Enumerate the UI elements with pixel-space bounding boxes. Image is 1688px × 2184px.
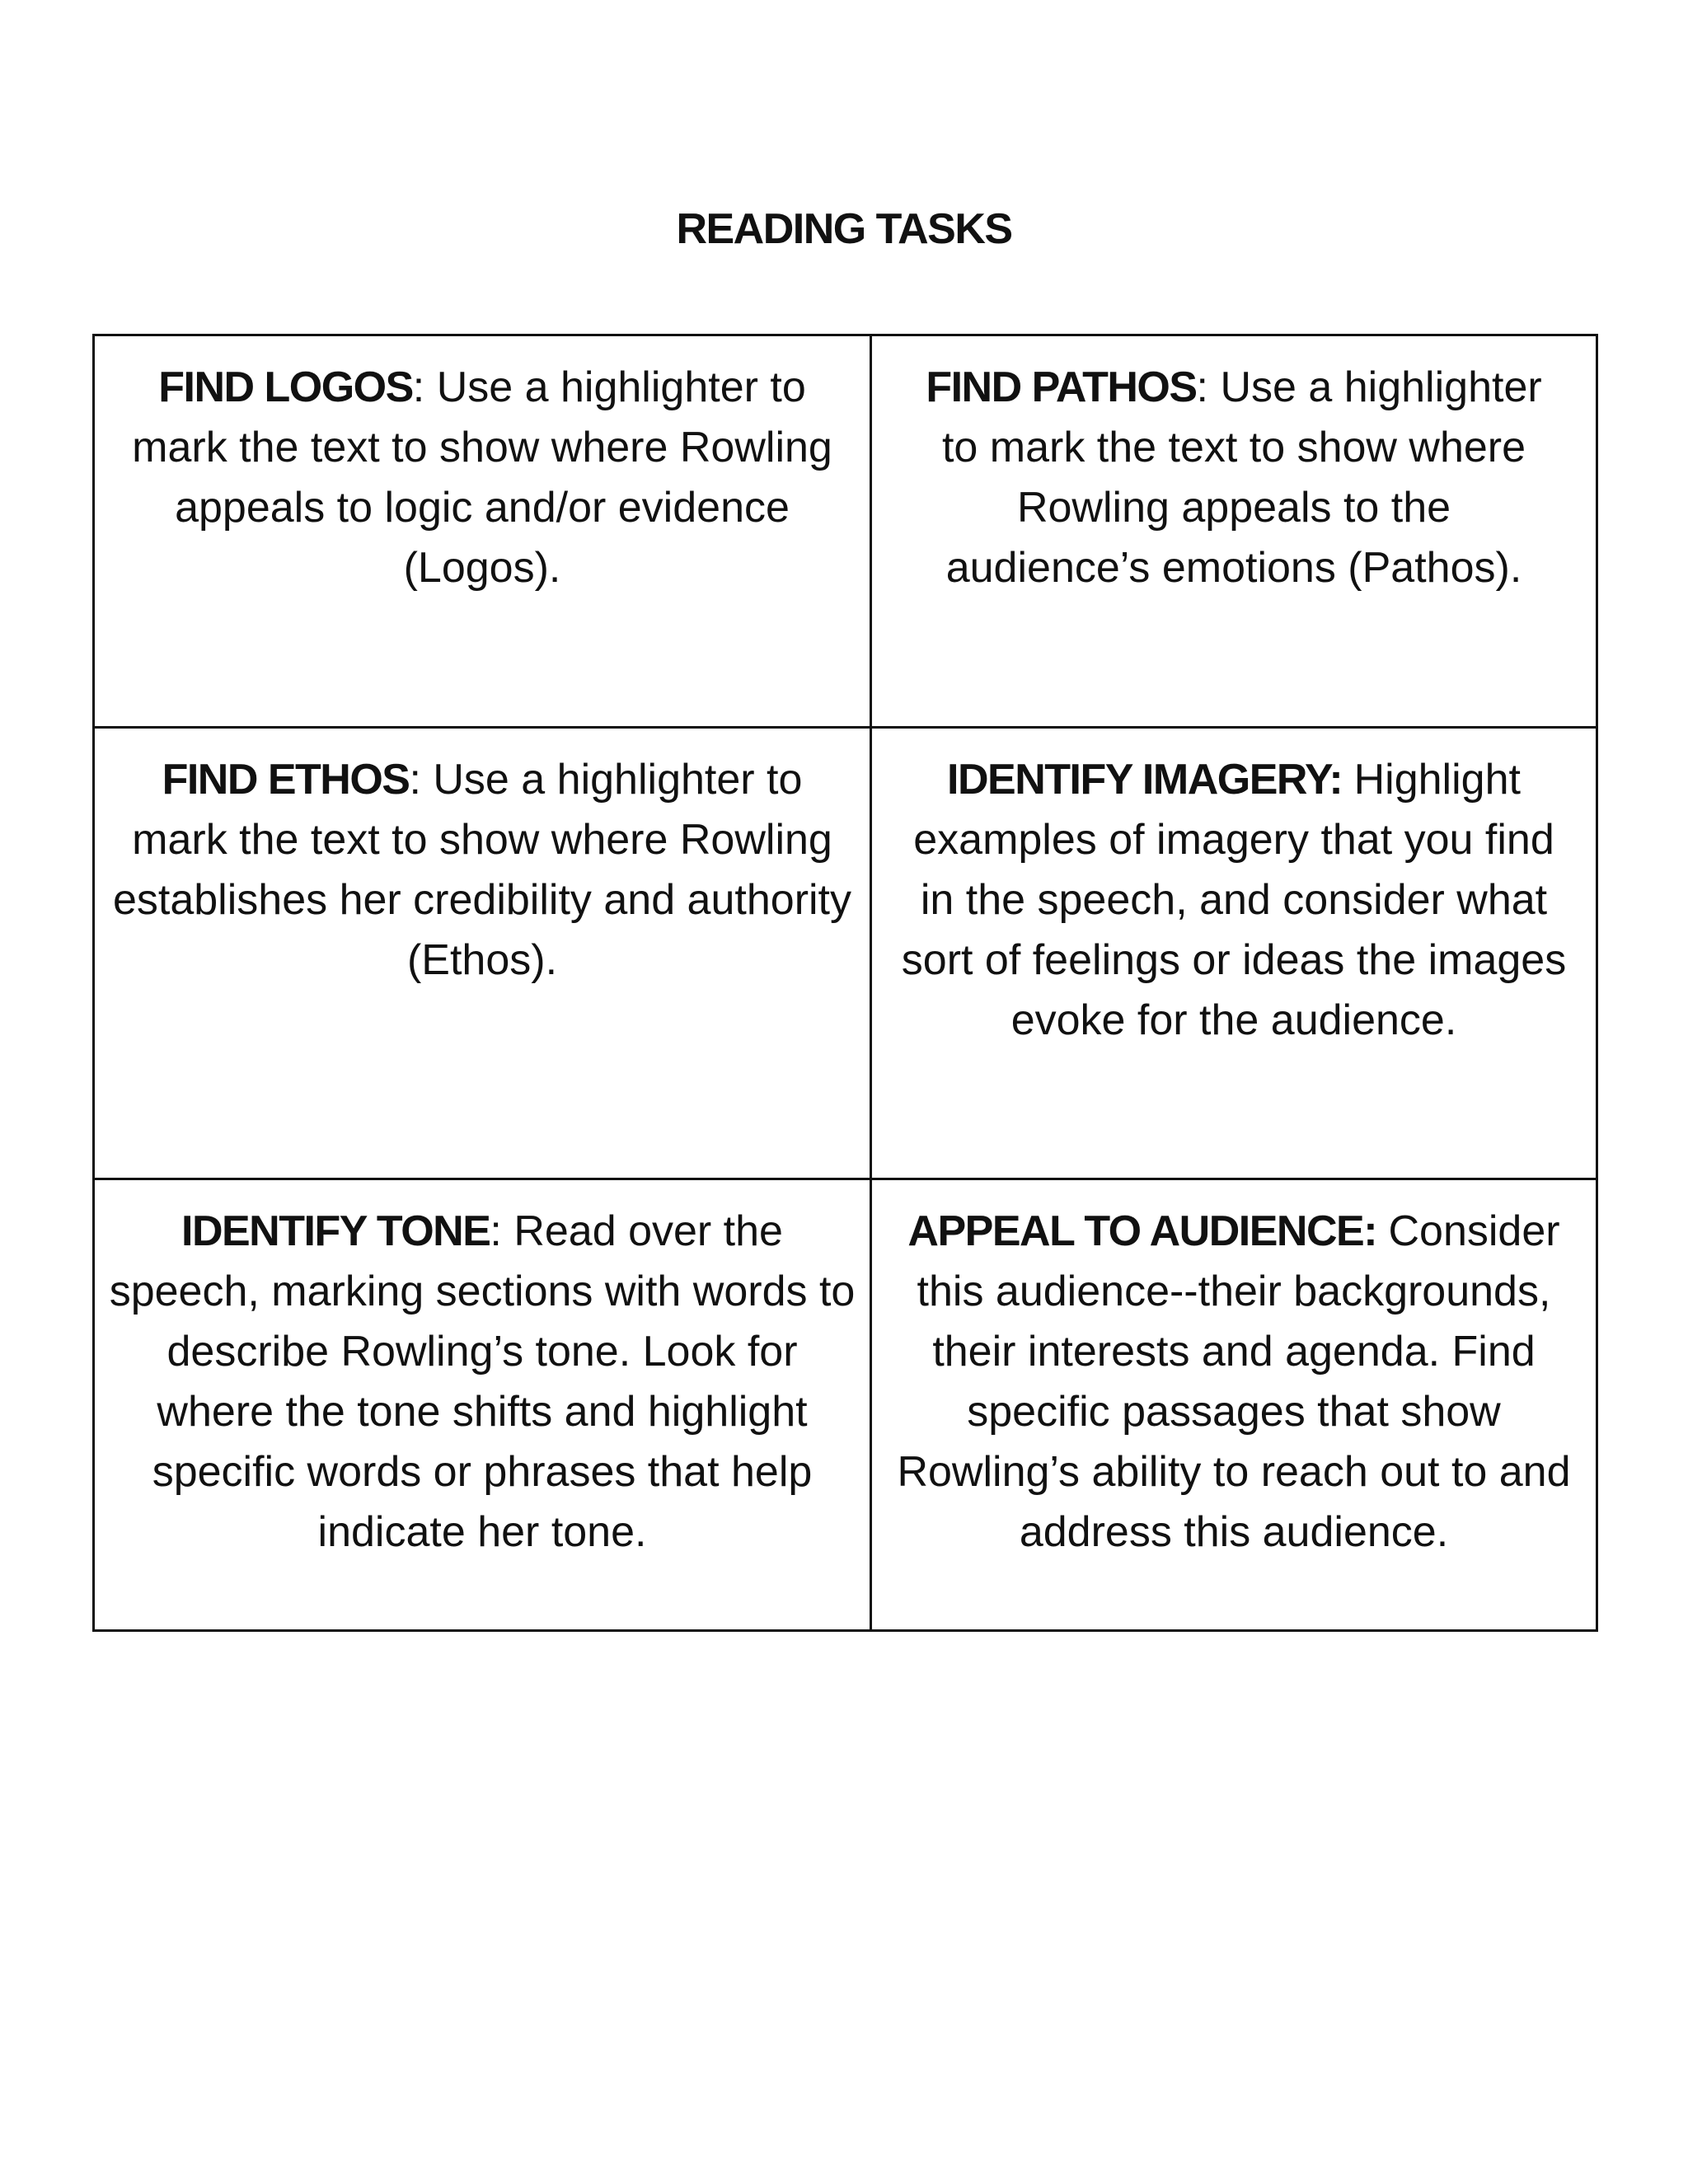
- task-cell-pathos: [871, 335, 1597, 728]
- task-heading: FIND LOGOS: [158, 363, 413, 411]
- table-row: [94, 335, 1597, 728]
- task-separator: :: [490, 1207, 502, 1255]
- table-row: [94, 728, 1597, 1179]
- task-cell-audience: [871, 1179, 1597, 1631]
- task-cell-ethos: [94, 728, 871, 1179]
- task-separator: :: [1196, 363, 1208, 411]
- table-row: [94, 1179, 1597, 1631]
- task-body: Use a highlighter to mark the text to show where Rowling appeals to the audience’s emotions (Pathos).: [941, 363, 1542, 592]
- page-title: READING TASKS: [676, 205, 1012, 253]
- task-separator: :: [412, 363, 425, 411]
- task-body: Consider this audience--their backgrounds, their interests and agenda. Find specific passages that show Rowling’s ability to reach out to and address this audience.: [897, 1207, 1571, 1556]
- reading-tasks-table: [92, 334, 1598, 1632]
- task-body: Read over the speech, marking sections with words to describe Rowling’s tone. Look for where the tone shifts and highlight specific words or phrases that help indicate her tone.: [109, 1207, 856, 1556]
- task-heading: APPEAL TO AUDIENCE:: [907, 1207, 1377, 1255]
- task-body: Use a highlighter to mark the text to show where Rowling appeals to logic and/or evidence (Logos).: [132, 363, 832, 592]
- task-heading: IDENTIFY IMAGERY:: [947, 756, 1343, 804]
- task-body: Highlight examples of imagery that you find in the speech, and consider what sort of feelings or ideas the images evoke for the audience.: [901, 756, 1567, 1044]
- task-heading: IDENTIFY TONE: [181, 1207, 490, 1255]
- task-cell-tone: [94, 1179, 871, 1631]
- task-body: Use a highlighter to mark the text to show where Rowling establishes her credibility and authority (Ethos).: [112, 756, 852, 984]
- task-heading: FIND PATHOS: [926, 363, 1197, 411]
- task-cell-imagery: [871, 728, 1597, 1179]
- task-cell-logos: [94, 335, 871, 728]
- task-separator: :: [409, 756, 421, 804]
- task-heading: FIND ETHOS: [162, 756, 410, 804]
